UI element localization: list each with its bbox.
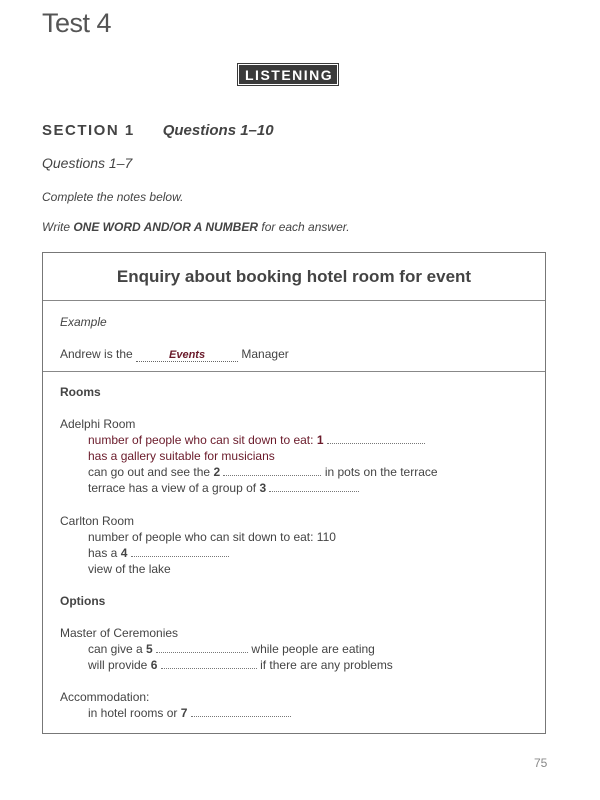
adelphi-seating [88,433,425,447]
example-label: Example [60,315,107,329]
question-2-number: 2 [213,465,221,479]
mc-speech-suffix: while people are eating [251,642,375,656]
answer-blank-1[interactable] [327,433,425,444]
example-divider [43,371,545,372]
options-heading: Options [60,594,106,608]
mc-provide-prefix: will provide [88,658,148,672]
accommodation-label: Accommodation: [60,690,150,704]
instruction-suffix: for each answer. [261,220,350,234]
answer-blank-4[interactable] [131,546,229,557]
mc-provide-suffix: if there are any problems [260,658,393,672]
adelphi-gallery: has a gallery suitable for musicians [88,449,275,463]
rooms-heading: Rooms [60,385,101,399]
mc-name: Master of Ceremonies [60,626,179,640]
adelphi-view-prefix: terrace has a view of a group of [88,481,257,495]
question-1-number: 1 [316,433,324,447]
mc-speech [88,642,375,656]
question-4-number: 4 [120,546,128,560]
accommodation-prefix: in hotel rooms or [88,706,178,720]
example-line [60,347,289,362]
example-suffix: Manager [241,347,289,361]
carlton-feature-prefix: has a [88,546,118,560]
carlton-view: view of the lake [88,562,171,576]
question-7-number: 7 [180,706,188,720]
example-answer: Events [136,349,238,362]
accommodation-line [88,706,291,720]
sub-questions-label: Questions 1–7 [42,155,133,171]
question-6-number: 6 [150,658,158,672]
answer-blank-2[interactable] [223,465,321,476]
instruction-complete-notes: Complete the notes below. [42,190,184,204]
answer-blank-5[interactable] [156,642,248,653]
instruction-word-limit [42,220,350,234]
listening-badge: LISTENING [238,64,338,85]
adelphi-terrace-pots [88,465,438,479]
carlton-feature [88,546,229,560]
adelphi-seating-text: number of people who can sit down to eat: [88,433,314,447]
mc-provide [88,658,393,672]
section-heading [42,122,274,139]
page-number: 75 [534,756,548,770]
carlton-room-name: Carlton Room [60,514,135,528]
answer-blank-3[interactable] [269,481,359,492]
adelphi-pots-prefix: can go out and see the [88,465,211,479]
adelphi-terrace-view [88,481,359,495]
instruction-prefix: Write [42,220,70,234]
adelphi-pots-suffix: in pots on the terrace [324,465,438,479]
mc-speech-prefix: can give a [88,642,143,656]
question-3-number: 3 [259,481,267,495]
example-prefix: Andrew is the [60,347,133,361]
carlton-seating: number of people who can sit down to eat: 110 [88,530,336,544]
question-5-number: 5 [146,642,153,656]
notes-box [42,252,546,734]
instruction-bold: ONE WORD AND/OR A NUMBER [73,220,259,234]
answer-blank-7[interactable] [191,706,291,717]
section-questions: Questions 1–10 [162,122,274,139]
adelphi-room-name: Adelphi Room [60,417,136,431]
test-title: Test 4 [42,8,112,38]
answer-blank-6[interactable] [161,658,257,669]
notes-title: Enquiry about booking hotel room for event [43,253,545,301]
section-label: SECTION 1 [42,122,135,139]
